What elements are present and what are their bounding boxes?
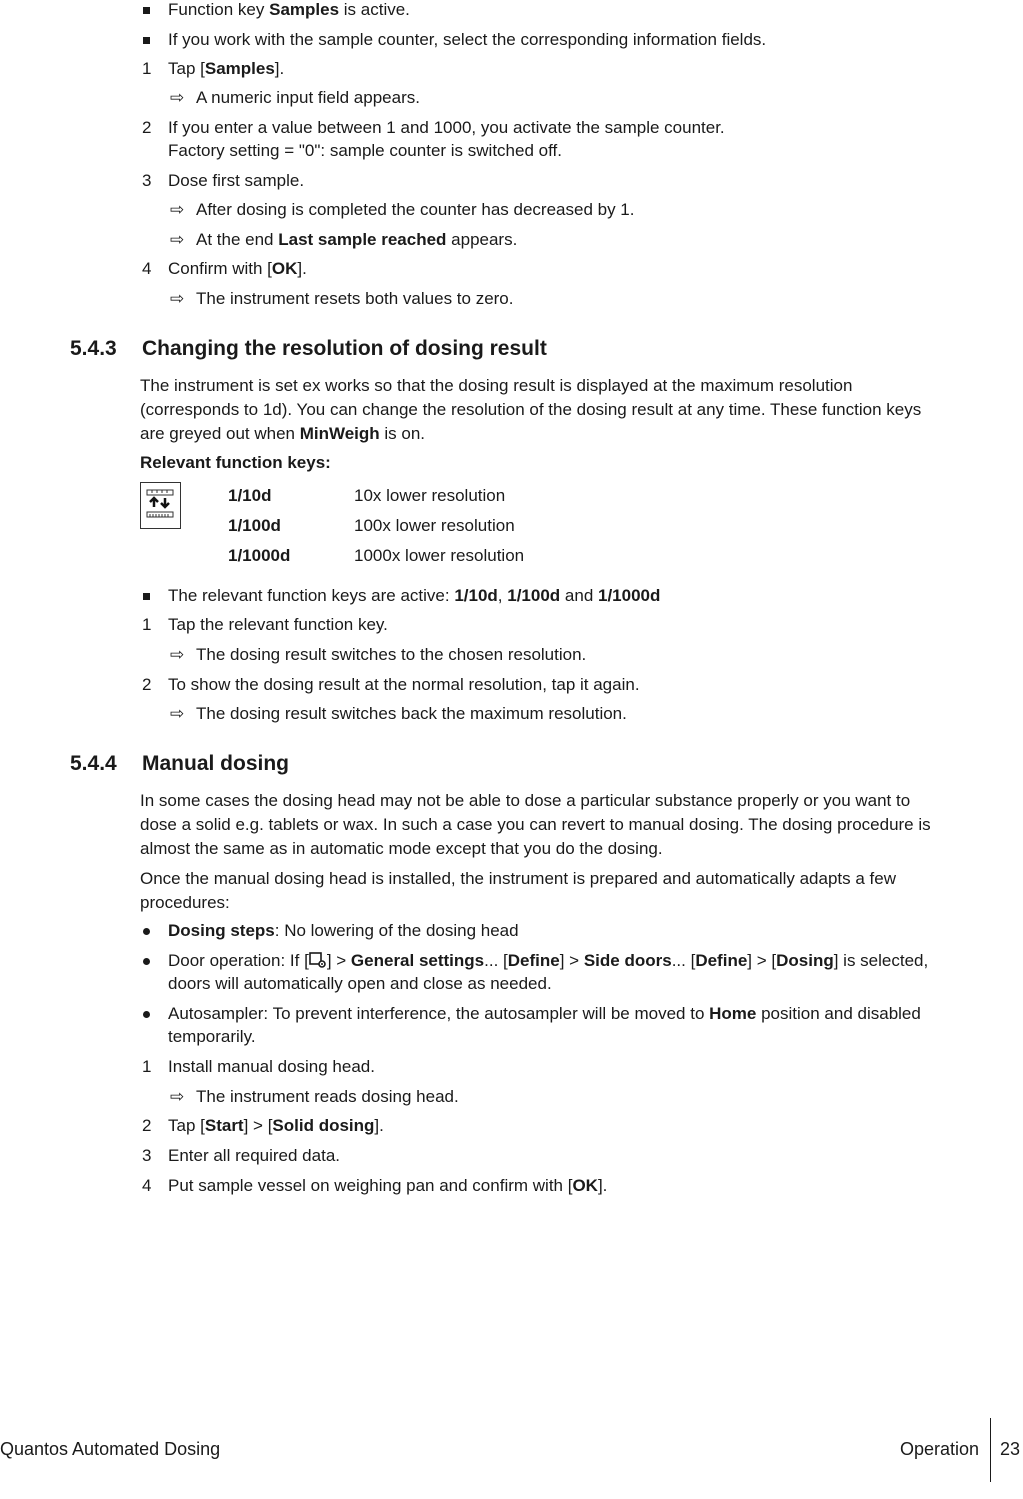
section-heading [70,336,547,362]
list-item: To show the dosing result at the normal resolution, tap it again. [168,675,640,694]
step-number: 2 [142,675,152,694]
result-arrow-icon: ⇨ [170,704,185,723]
result-text: The dosing result switches to the chosen resolution. [196,645,587,664]
list-item: If you enter a value between 1 and 1000, you activate the sample counter. [168,118,725,137]
list-item: The relevant function keys are active: 1/10d, 1/100d and 1/1000d [168,586,661,605]
function-key-description: 100x lower resolution [354,516,515,535]
step-number: 1 [142,615,152,634]
result-text: The instrument resets both values to zero. [196,289,514,308]
section-number: 5.4.3 [70,337,117,360]
paragraph: Once the manual dosing head is installed, the instrument is prepared and automatically adapts a few procedures: [140,869,897,912]
step-number: 1 [142,1057,152,1076]
list-item: Confirm with [OK]. [168,259,307,278]
page-number: 23 [1000,1439,1021,1459]
function-key-name: 1/100d [228,516,281,535]
bullet-square [143,7,150,14]
bullet-square [143,37,150,44]
result-arrow-icon: ⇨ [170,200,185,219]
list-item: Put sample vessel on weighing pan and confirm with [OK]. [168,1176,608,1195]
function-key-description: 1000x lower resolution [354,546,525,565]
footer-divider [990,1418,991,1482]
bullet-square [143,593,150,600]
section-number: 5.4.4 [70,752,117,775]
list-item: Door operation: If [ ] > General settings... [Define] > Side doors... [Define] > [Dosing] is selected, [168,950,928,975]
function-key-description: 10x lower resolution [354,486,506,505]
result-arrow-icon: ⇨ [170,289,185,308]
list-item: Tap [Samples]. [168,59,285,78]
list-item: Tap [Start] > [Solid dosing]. [168,1116,384,1135]
list-item-continuation: doors will automatically open and close as needed. [168,974,552,993]
step-number: 2 [142,1116,152,1135]
list-item: Install manual dosing head. [168,1057,375,1076]
result-arrow-icon: ⇨ [170,230,185,249]
list-item: Dose first sample. [168,171,305,190]
list-item: Dosing steps: No lowering of the dosing head [168,921,519,940]
result-text: The instrument reads dosing head. [196,1087,459,1106]
result-text: At the end Last sample reached appears. [196,230,518,249]
subheading: Relevant function keys: [140,453,331,472]
paragraph: In some cases the dosing head may not be able to dose a particular substance properly or you want to dose a solid e.g. tablets or wax. In such a case you can revert to manual dosing. The dosing procedure is almost the same as in automatic mode except that you do the dosing. [140,791,931,858]
settings-icon [309,951,327,975]
section-heading [70,751,289,777]
bullet-dot [143,958,150,965]
step-number: 2 [142,118,152,137]
function-key-name: 1/10d [228,486,272,505]
list-item: Autosampler: To prevent interference, the autosampler will be moved to Home position and disabled [168,1004,921,1023]
result-text: A numeric input field appears. [196,88,420,107]
result-arrow-icon: ⇨ [170,88,185,107]
bullet-dot [143,1011,150,1018]
footer-section-name: Operation [899,1439,979,1459]
result-text: After dosing is completed the counter has decreased by 1. [196,200,635,219]
list-item: Tap the relevant function key. [168,615,388,634]
step-number: 4 [142,1176,152,1195]
list-item: Function key Samples is active. [168,0,410,19]
section-title: Manual dosing [142,752,289,775]
list-item-continuation: temporarily. [168,1027,256,1046]
section-title: Changing the resolution of dosing result [142,337,547,360]
step-number: 1 [142,59,152,78]
step-number: 3 [142,1146,152,1165]
list-item: If you work with the sample counter, select the corresponding information fields. [168,30,767,49]
paragraph: The instrument is set ex works so that the dosing result is displayed at the maximum resolution (corresponds to 1d). You can change the resolution of the dosing result at any time. These function keys are greyed out when MinWeigh is on. [140,376,922,443]
list-item-continuation: Factory setting = "0": sample counter is switched off. [168,141,562,160]
result-arrow-icon: ⇨ [170,1087,185,1106]
function-key-name: 1/1000d [228,546,291,565]
resolution-function-key-icon [140,482,181,529]
result-arrow-icon: ⇨ [170,645,185,664]
footer-document-title: Quantos Automated Dosing [0,1439,221,1459]
list-item: Enter all required data. [168,1146,340,1165]
step-number: 4 [142,259,152,278]
result-text: The dosing result switches back the maximum resolution. [196,704,627,723]
step-number: 3 [142,171,152,190]
bullet-dot [143,928,150,935]
